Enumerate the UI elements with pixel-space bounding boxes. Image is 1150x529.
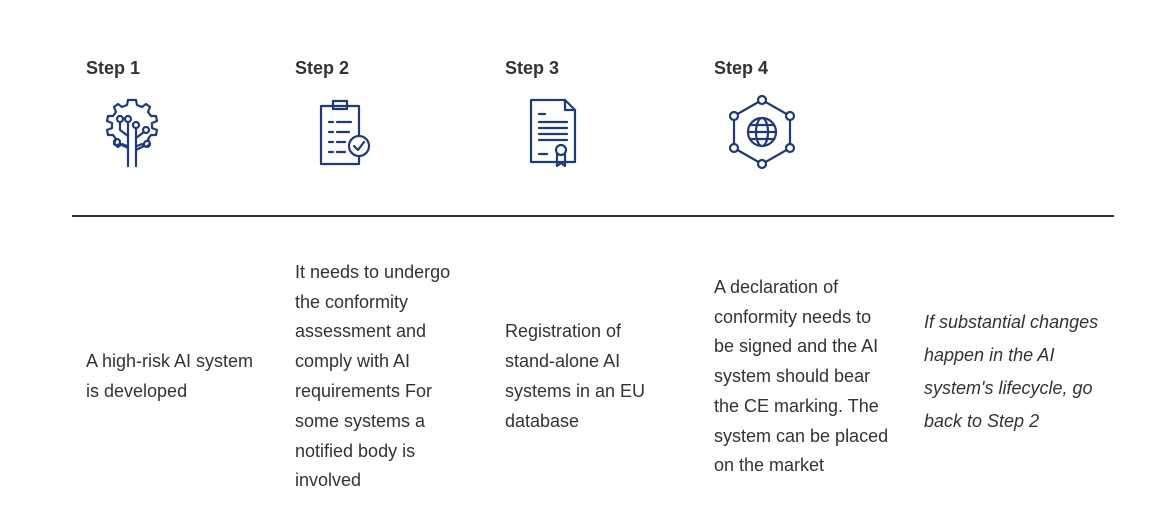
step-2-description-text: It needs to undergo the conformity assessment and comply with AI requirements For some systems a notified body is involved <box>295 261 451 491</box>
step-1-description-text: A high-risk AI system is developed <box>86 351 254 401</box>
feedback-note <box>924 289 1102 455</box>
step-2-title: Step 2 <box>295 58 350 78</box>
step-3-title: Step 3 <box>505 58 560 78</box>
step-1-description <box>86 332 271 422</box>
timeline-divider <box>72 215 1114 217</box>
feedback-note-text: If substantial changes happen in the AI system's lifecycle, go back to Step 2 <box>924 312 1099 431</box>
step-4-description-text: A declaration of conformity needs to be signed and the AI system should bear the CE marking. The system can be placed on the market <box>714 276 889 476</box>
step-3-description <box>505 317 675 437</box>
certificate-document-icon <box>513 92 593 172</box>
globe-network-icon <box>722 92 802 172</box>
step-4-title: Step 4 <box>714 58 769 78</box>
step-4-description <box>714 243 890 511</box>
step-2-description <box>295 243 470 511</box>
step-1-title: Step 1 <box>86 58 141 78</box>
ai-circuit-gear-icon <box>92 92 172 172</box>
step-3-description-text: Registration of stand-alone AI systems in an EU database <box>505 321 646 431</box>
clipboard-checklist-icon <box>305 92 385 172</box>
